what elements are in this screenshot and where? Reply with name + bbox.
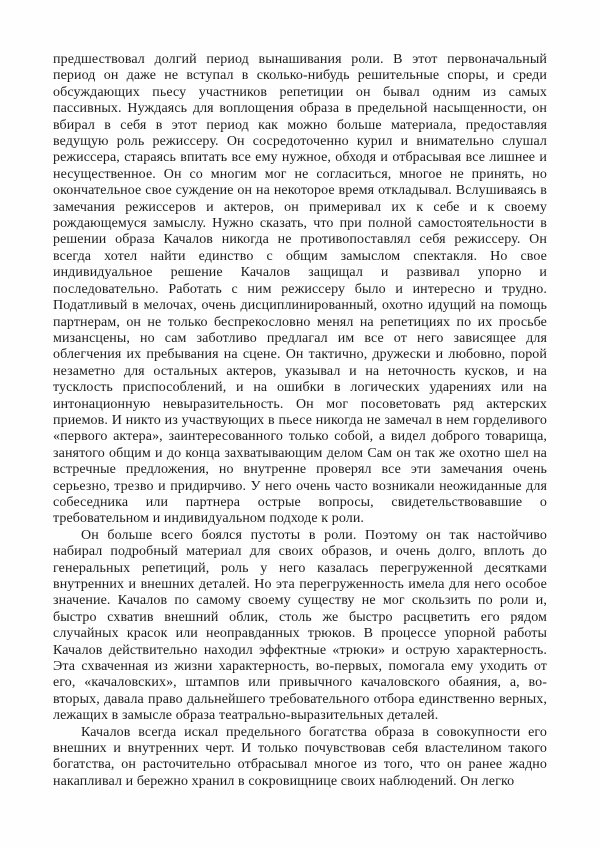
paragraph-continuation: предшествовал долгий период вынашивания роли. В этот первоначальный период он даже не вступал в сколько-нибудь решительные споры, и среди обсуждающих пьесу участников репетиции он бывал одним из самых пассивных. Нуждаясь для воплощения образа в предельной насыщенности, он вбирал в себя в этот период как можно больше материала, предоставляя ведущую роль режиссеру. Он сосредоточенно курил и внимательно слушал режиссера, стараясь впитать все ему нужное, обходя и отбрасывая все лишнее и несущественное. Он со многим мог не согласиться, многое не принять, но окончательное свое суждение он на некоторое время откладывал. Вслушиваясь в замечания режиссеров и актеров, он примеривал их к себе и к своему рождающемуся замыслу. Нужно сказать, что при полной самостоятельности в решении образа Качалов никогда не противопоставлял себя режиссеру. Он всегда хотел найти единство с общим замыслом спектакля. Но свое индивидуальное решение Качалов защищал и развивал упорно и последовательно. Работать с ним режиссеру было и интересно и трудно. Податливый в мелочах, очень дисциплинированный, охотно идущий на помощь партнерам, он не только беспрекословно менял на репетициях по их просьбе мизансцены, но сам заботливо предлагал им все от него зависящее для облегчения их пребывания на сцене. Он тактично, дружески и любовно, порой незаметно для остальных актеров, указывал и на неточность кусков, и на тусклость приспособлений, и на ошибки в логических ударениях или на интонационную невыразительность. Он мог посоветовать ряд актерских приемов. И никто из участвующих в пьесе никогда не замечал в нем горделивого «первого актера», заинтересованного только собой, а видел доброго товарища, занятого общим и до конца захватывающим делом Сам он так же охотно шел на встречные предложения, но внутренне проверял все эти замечания очень серьезно, трезво и придирчиво. У него очень часто возникали неожиданные для собеседника или партнера острые вопросы, свидетельствовавшие о требовательном и индивидуальном подходе к роли. [53,52,547,527]
paragraph: Качалов всегда искал предельного богатства образа в совокупности его внешних и внутренних черт. И только почувствовав себя властелином такого богатства, он расточительно отбрасывал многое из того, что он ранее жадно накапливал и бережно хранил в сокровищнице своих наблюдений. Он легко [53,724,547,789]
paragraph: Он больше всего боялся пустоты в роли. Поэтому он так настойчиво набирал подробный материал для своих образов, и очень долго, вплоть до генеральных репетиций, роль у него казалась перегруженной десятками внутренних и внешних деталей. Но эта перегруженность имела для него особое значение. Качалов по самому своему существу не мог скользить по роли и, быстро схватив внешний облик, столь же быстро расцветить его рядом случайных красок или неоправданных трюков. В процессе упорной работы Качалов действительно находил эффектные «трюки» и острую характерность. Эта схваченная из жизни характерность, во-первых, помогала ему уходить от его, «качаловских», штампов или привычного качаловского обаяния, а, во-вторых, давала право дальнейшего требовательного отбора единственно верных, лежащих в замысле образа театрально-выразительных деталей. [53,527,547,724]
text-block [53,52,547,790]
